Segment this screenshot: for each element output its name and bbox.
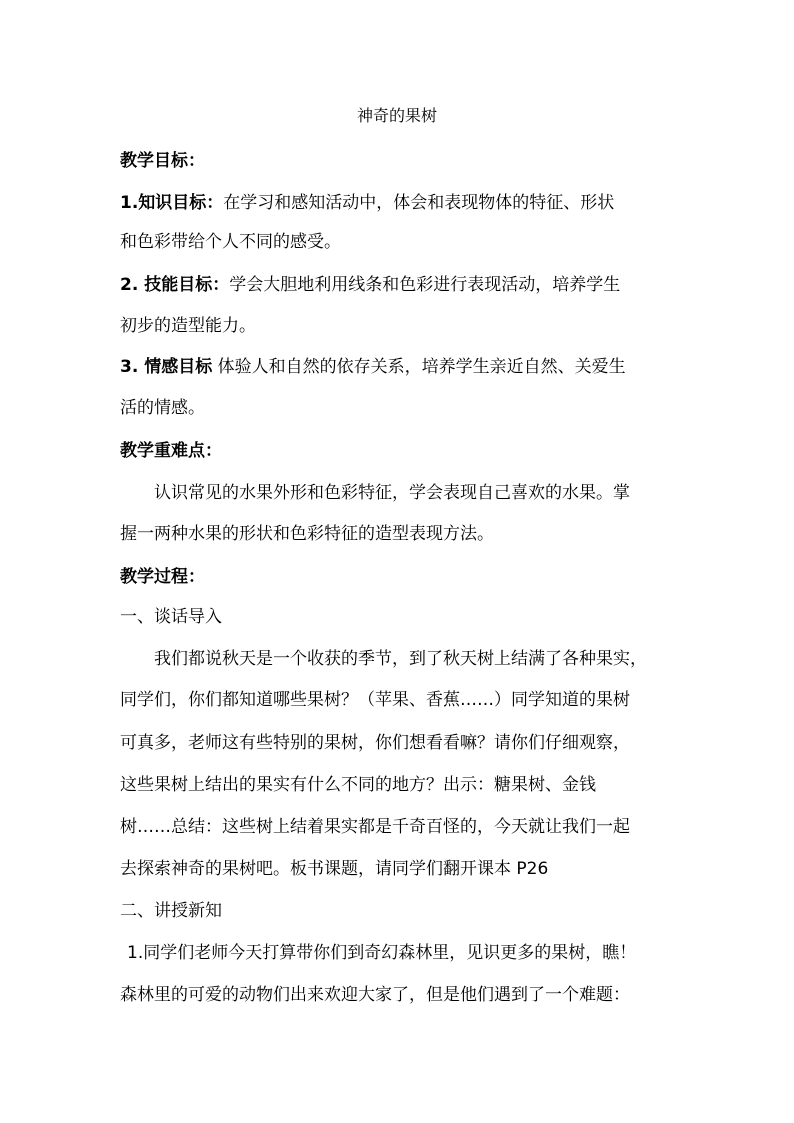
section-2-heading: 二、讲授新知 [120, 901, 222, 921]
section-1-line: 这些果树上结出的果实有什么不同的地方？出示：糖果树、金钱 [120, 775, 596, 795]
section-1-line: 树……总结：这些树上结着果实都是千奇百怪的，今天就让我们一起 [120, 817, 630, 837]
goal-3-text: 体验人和自然的依存关系，培养学生亲近自然、关爱生 [212, 357, 626, 377]
goal-1-text: 在学习和感知活动中，体会和表现物体的特征、形状 [223, 193, 615, 213]
goal-3-continuation: 活的情感。 [120, 398, 205, 418]
goal-2-label: 2. 技能目标： [120, 275, 230, 295]
section-1-line: 我们都说秋天是一个收获的季节，到了秋天树上结满了各种果实， [154, 649, 647, 669]
section-1-heading: 一、谈话导入 [120, 607, 222, 627]
goal-1-continuation: 和色彩带给个人不同的感受。 [120, 232, 341, 252]
section-2-line: 1.同学们老师今天打算带你们到奇幻森林里，见识更多的果树，瞧！ [127, 943, 637, 963]
section-1-line: 同学们，你们都知道哪些果树？（苹果、香蕉……）同学知道的果树 [120, 690, 630, 710]
section-1-line: 可真多，老师这有些特别的果树，你们想看看嘛？请你们仔细观察， [120, 733, 630, 753]
section-2-line: 森林里的可爱的动物们出来欢迎大家了，但是他们遇到了一个难题： [120, 985, 630, 1005]
goal-2-continuation: 初步的造型能力。 [120, 316, 256, 336]
keypoints-heading: 教学重难点： [120, 441, 222, 461]
keypoints-line: 认识常见的水果外形和色彩特征，学会表现自己喜欢的水果。掌 [154, 483, 630, 503]
goal-1 [120, 191, 614, 215]
document-title: 神奇的果树 [356, 106, 437, 125]
goals-heading: 教学目标： [120, 151, 205, 171]
keypoints-line: 握一两种水果的形状和色彩特征的造型表现方法。 [120, 524, 494, 544]
goal-3-label: 3. 情感目标 [120, 357, 213, 377]
goal-3 [120, 355, 626, 379]
section-1-line: 去探索神奇的果树吧。板书课题，请同学们翻开课本 P26 [120, 859, 549, 879]
goal-1-label: 1.知识目标： [120, 193, 224, 213]
goal-2 [120, 273, 620, 297]
process-heading: 教学过程： [120, 567, 205, 587]
goal-2-text: 学会大胆地利用线条和色彩进行表现活动，培养学生 [229, 275, 621, 295]
